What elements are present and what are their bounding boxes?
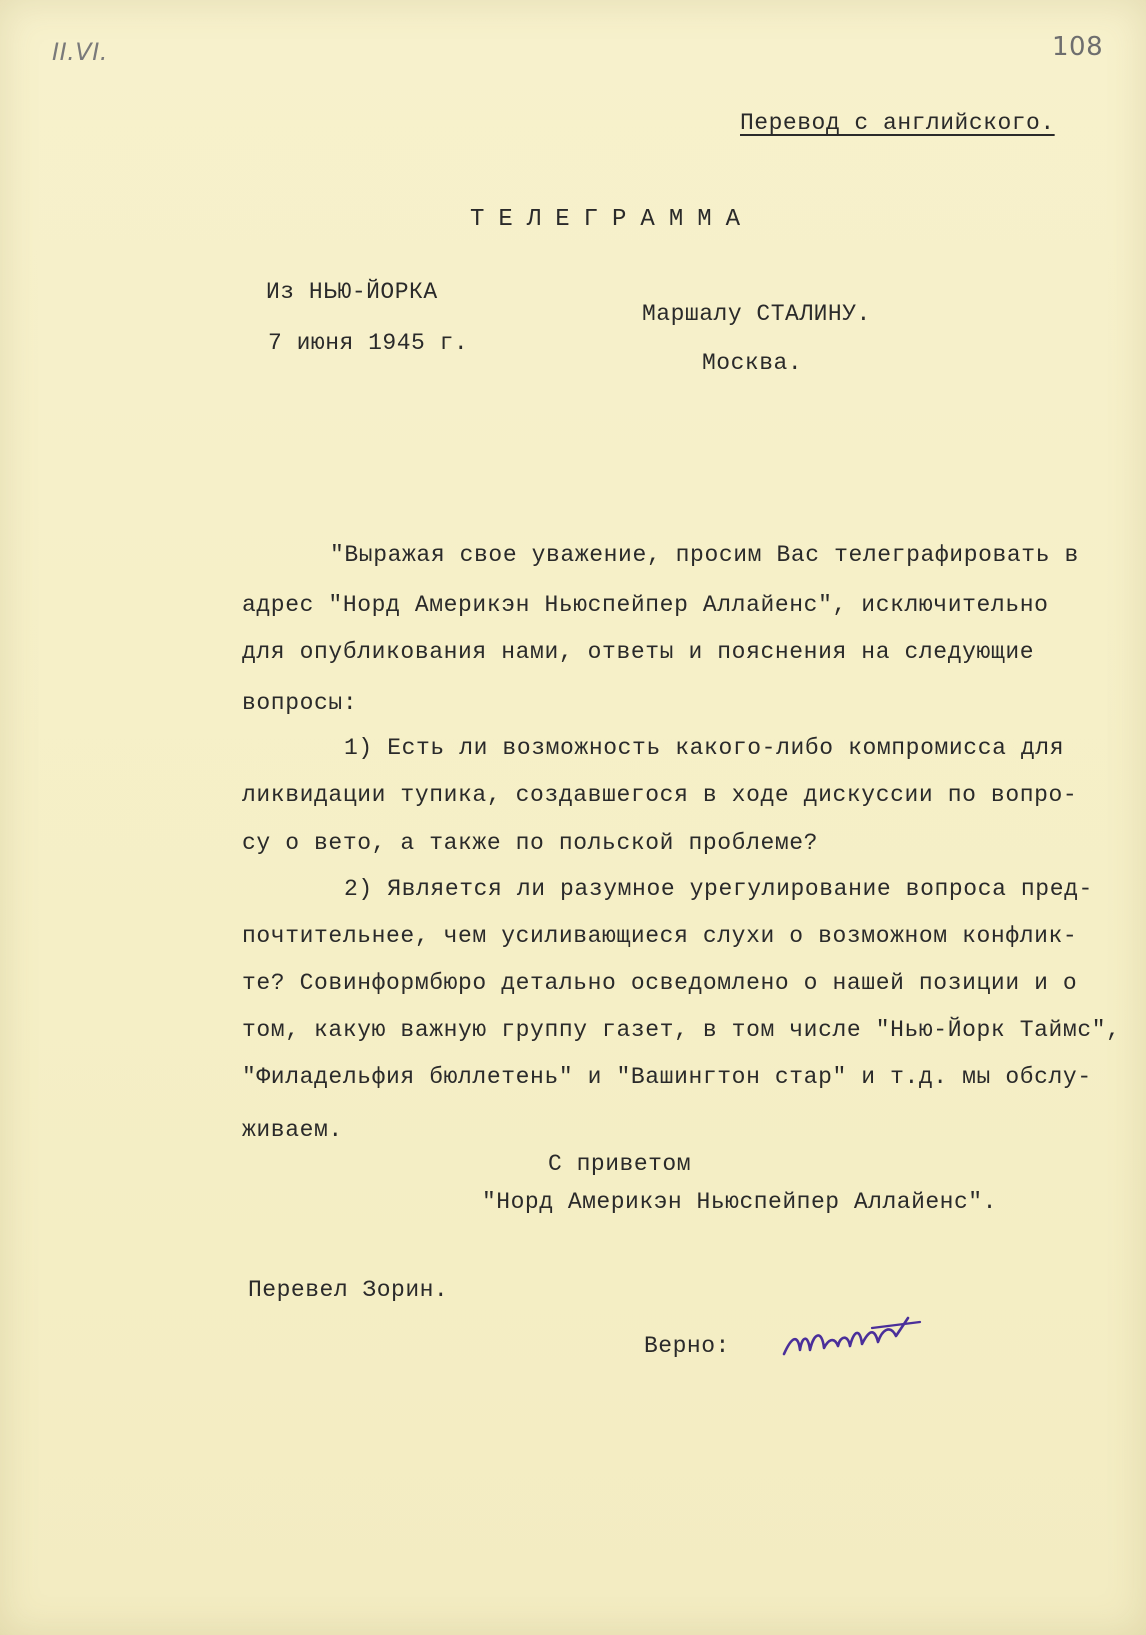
translator-line: Перевел Зорин. <box>248 1277 449 1303</box>
body-line: ликвидации тупика, создавшегося в ходе дискуссии по вопро- <box>242 782 1078 808</box>
document-title: ТЕЛЕГРАММА <box>470 206 755 233</box>
body-line: те? Совинформбюро детально осведомлено о нашей позиции и о <box>242 970 1078 996</box>
body-line: 2) Является ли разумное урегулирование вопроса пред- <box>344 876 1093 902</box>
body-line: 1) Есть ли возможность какого-либо компромисса для <box>344 735 1065 761</box>
pencil-note: II.VI. <box>52 38 108 66</box>
body-line: для опубликования нами, ответы и пояснения на следующие <box>242 639 1035 665</box>
signature <box>778 1306 928 1366</box>
body-line: "Выражая свое уважение, просим Вас телеграфировать в <box>330 542 1079 568</box>
verified-label: Верно: <box>644 1333 730 1359</box>
origin-date: 7 июня 1945 г. <box>268 330 469 356</box>
body-line: адрес "Норд Америкэн Ньюспейпер Аллайенс", исключительно <box>242 592 1049 618</box>
body-line: вопросы: <box>242 690 358 716</box>
body-line: живаем. <box>242 1117 343 1143</box>
body-line: су о вето, а также по польской проблеме? <box>242 830 819 856</box>
translation-note: Перевод с английского. <box>740 110 1055 136</box>
body-line: том, какую важную группу газет, в том числе "Нью-Йорк Таймс", <box>242 1017 1121 1043</box>
origin-city: Из НЬЮ-ЙОРКА <box>266 279 438 305</box>
recipient-city: Москва. <box>702 350 803 376</box>
body-line: почтительнее, чем усиливающиеся слухи о возможном конфлик- <box>242 923 1078 949</box>
body-line: "Филадельфия бюллетень" и "Вашингтон стар" и т.д. мы обслу- <box>242 1064 1092 1090</box>
closing-sender: "Норд Америкэн Ньюспейпер Аллайенс". <box>482 1189 997 1215</box>
page-number: 108 <box>1052 32 1104 62</box>
recipient-name: Маршалу СТАЛИНУ. <box>642 301 871 327</box>
closing-greeting: С приветом <box>548 1151 692 1177</box>
